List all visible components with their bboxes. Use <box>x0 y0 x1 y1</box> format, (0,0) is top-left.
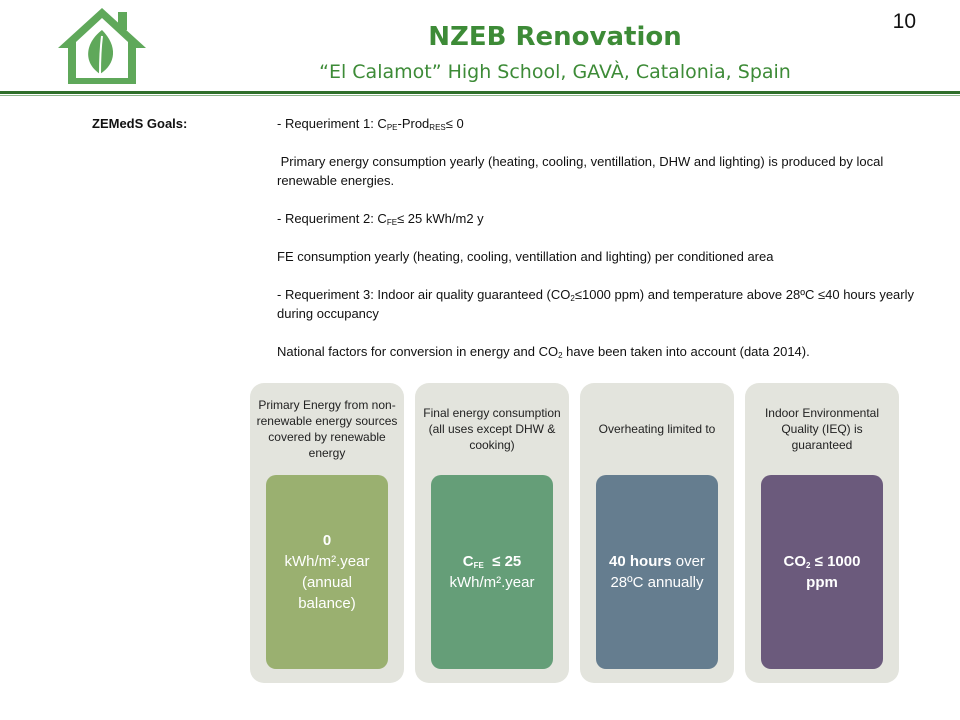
card-value-suffix: ≤ 25 <box>483 553 522 570</box>
national-sub-2: 2 <box>558 351 563 360</box>
card-value <box>602 551 712 593</box>
goal-card-primary-energy <box>250 383 404 683</box>
header-divider-thin <box>0 95 960 96</box>
card-value-sub: FE <box>473 561 484 570</box>
req1-mid: -Prod <box>397 116 430 131</box>
card-value-box <box>266 475 388 669</box>
card-value-text: over 28ºC annually <box>610 553 710 591</box>
requirement-2-description: FE consumption yearly (heating, cooling, ventillation and lighting) per conditioned area <box>277 249 774 264</box>
req1-suffix: ≤ 0 <box>445 116 464 131</box>
req2-sub-fe: FE <box>386 218 398 227</box>
header-divider <box>0 91 960 94</box>
page-number: 10 <box>892 10 916 33</box>
requirement-2 <box>277 209 937 228</box>
card-caption: Primary Energy from non-renewable energy sources covered by renewable energy <box>256 398 398 460</box>
card-caption: Indoor Environmental Quality (IEQ) is guaranteed <box>764 406 880 452</box>
card-value-box <box>431 475 553 669</box>
national-factors-note <box>277 342 937 361</box>
card-value-prefix: C <box>462 553 474 570</box>
goal-card-final-energy <box>415 383 569 683</box>
card-value-bold: 0 <box>322 532 332 549</box>
requirement-1-description: Primary energy consumption yearly (heating, cooling, ventillation, DHW and lighting) is produced by local renewable energies. <box>277 154 887 188</box>
card-value-box <box>761 475 883 669</box>
card-value-bold: 40 hours <box>609 553 672 570</box>
req1-prefix: - Requeriment 1: C <box>277 116 387 131</box>
req2-prefix: - Requeriment 2: C <box>277 211 387 226</box>
req2-suffix: ≤ 25 kWh/m2 y <box>397 211 484 226</box>
national-suffix: have been taken into account (data 2014). <box>562 344 810 359</box>
req3-sub-2: 2 <box>570 294 575 303</box>
goal-card-ieq <box>745 383 899 683</box>
card-value-bold <box>463 551 522 572</box>
requirement-3 <box>277 285 937 323</box>
req1-sub-res: RES <box>429 123 446 132</box>
goals-label: ZEMedS Goals: <box>92 116 188 131</box>
card-caption: Overheating limited to <box>598 422 716 436</box>
req3-suffix: ≤1000 ppm) and temperature above 28ºC ≤40 hours yearly during occupancy <box>277 287 914 321</box>
card-value-suffix: ≤ 1000 ppm <box>806 553 861 591</box>
card-value-prefix: CO <box>783 553 807 570</box>
req1-sub-pe: PE <box>386 123 398 132</box>
card-value-bold <box>767 551 877 593</box>
card-value-text: kWh/m².year <box>449 574 535 591</box>
card-value-sub: 2 <box>806 561 811 570</box>
page-title: NZEB Renovation <box>428 22 682 52</box>
goals-text <box>277 114 937 361</box>
req3-prefix: - Requeriment 3: Indoor air quality guaranteed (CO <box>277 287 571 302</box>
goal-card-overheating <box>580 383 734 683</box>
requirement-1 <box>277 114 937 133</box>
card-value-box <box>596 475 718 669</box>
page-subtitle: “El Calamot” High School, GAVÀ, Catalonia, Spain <box>319 61 791 83</box>
card-value-text: kWh/m².year (annual balance) <box>284 553 370 612</box>
national-prefix: National factors for conversion in energy and CO <box>277 344 559 359</box>
card-caption: Final energy consumption (all uses except DHW & cooking) <box>423 406 561 452</box>
